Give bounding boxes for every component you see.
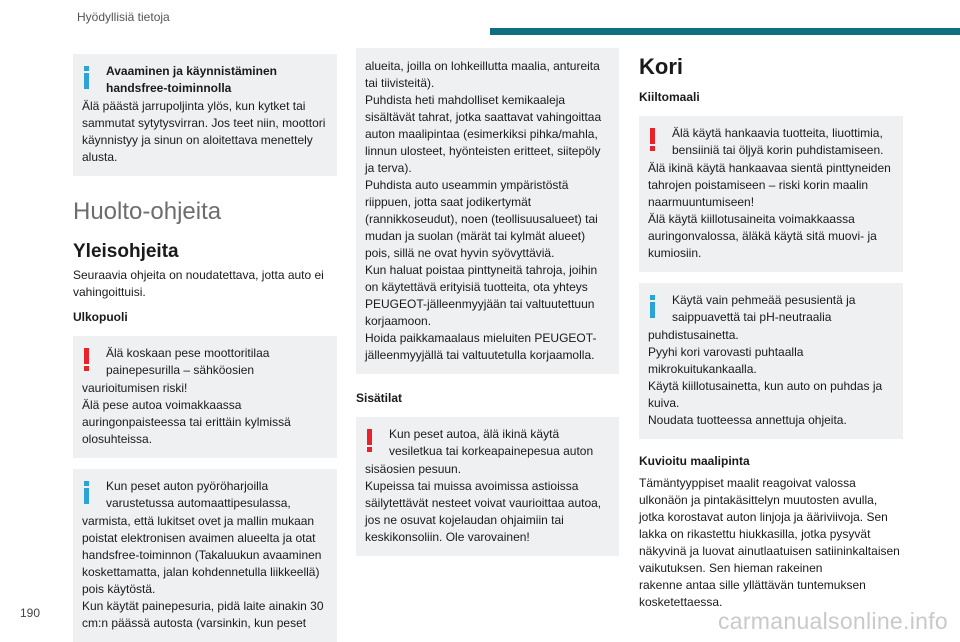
info-text: varmista, että lukitset ovet ja mallin mukaan poistat elektronisen avaimen alueelta ja otat handsfree-toiminnon (Takaluukun avaaminen koskettamatta, jalan kohdennetulla liikkeellä) pois käytöstä. Kun käytät painepesuria, pidä laite ainakin 30 cm:n päässä autosta (varsinkin, kun peset — [82, 514, 324, 630]
subheading-interior: Sisätilat — [356, 391, 403, 405]
header-accent-bar — [490, 28, 960, 35]
warning-icon — [650, 128, 656, 151]
info-box-gloss — [639, 283, 903, 439]
info-icon — [84, 481, 89, 504]
heading-general: Yleisohjeita — [73, 241, 179, 262]
warning-lead: Älä koskaan pese moottoritilaa painepesurilla – sähköosien — [106, 346, 270, 377]
warning-text: vaurioitumisen riski! Älä pese autoa voimakkaassa auringonpaisteessa tai erittäin kylmissä olosuhteissa. — [82, 381, 291, 446]
textured-paint-text: Tämäntyyppiset maalit reagoivat valossa ulkonäön ja pintakäsittelyn muutosten avulla, jotka korostavat auton linjoja ja ääriviivoja. Sen lakka on rikastettu hiukkasilla, jotka pysyvät näkyvinä ja luovat ainutlaatuisen satiininkaltaisen vaikutuksen. Sen hieman rakeinen rakenne antaa sille yllättävän tuntemuksen kosketettaessa. — [639, 476, 900, 609]
heading-body: Kori — [639, 54, 683, 79]
running-header: Hyödyllisiä tietoja — [77, 10, 170, 24]
info-icon — [650, 295, 655, 318]
column-middle — [356, 48, 619, 556]
column-right — [639, 48, 903, 611]
page-number: 190 — [20, 606, 41, 620]
warning-box-interior — [356, 417, 619, 556]
warning-text: Älä ikinä käytä hankaavaa sientä pinttyneiden tahrojen poistamiseen – riski korin maalin naarmuuntumiseen! Älä käytä kiillotusaineita voimakkaassa auringonvalossa, äläkä käytä sitä muovi- ja kumiosiin. — [648, 161, 891, 260]
column-left — [73, 48, 337, 642]
warning-lead: Älä käytä hankaavia tuotteita, liuottimia, bensiiniä tai öljyä korin puhdistamiseen. — [672, 126, 884, 157]
warning-box-engine — [73, 336, 337, 458]
continued-box — [356, 48, 619, 374]
info-icon — [84, 66, 89, 89]
subheading-gloss-paint: Kiiltomaali — [639, 90, 700, 104]
warning-icon — [84, 348, 90, 371]
info-box-title: Avaaminen ja käynnistäminen handsfree-toiminnolla — [106, 64, 277, 95]
info-lead: Kun peset auton pyöröharjoilla varustetussa automaattipesulassa, — [106, 479, 291, 510]
info-box-carwash — [73, 469, 337, 642]
warning-box-gloss — [639, 116, 903, 272]
subheading-textured-paint: Kuvioitu maalipinta — [639, 454, 750, 468]
subheading-exterior: Ulkopuoli — [73, 310, 128, 324]
info-box-text: Älä päästä jarrupoljinta ylös, kun kytket tai sammutat sytytysvirran. Jos teet niin, moottori käynnistyy ja sinun on aloitettava menettely alusta. — [82, 99, 326, 164]
warning-text: sisäosien pesuun. Kupeissa tai muissa avoimissa astioissa säilytettävät nesteet voivat vaurioittaa autoa, jos ne osuvat kojelaudan ohjaimiin tai keskikonsoliin. Ole varovainen! — [365, 462, 602, 544]
warning-icon — [367, 429, 373, 452]
info-lead: Käytä vain pehmeää pesusientä ja saippuavettä tai pH-neutraalia — [672, 293, 856, 324]
continued-text: alueita, joilla on lohkeillutta maalia, antureita tai tiivisteitä). Puhdista heti mahdolliset kemikaaleja sisältävät tahrat, jotka saattavat vahingoittaa auton maalipintaa (esimerkiksi pihka/mahla, linnun ulosteet, hyönteisten eritteet, siitepöly ja terva). Puhdista auto useammin ympäristöstä riippuen, jotta saat jodikertymät (rannikkoseudut), noen (teollisuusalueet) tai mudan ja suolan (märät tai kylmät alueet) pois, sillä ne ovat hyvin syövyttäviä. Kun haluat poistaa pinttyneitä tahroja, joihin on käytettävä erityisiä tuotteita, ota yhteys PEUGEOT-jälleenmyyjään tai valtuutettuun korjaamoon. Hoida paikkamaalaus mieluiten PEUGEOT-jälleenmyyjällä tai valtuutetulla korjaamolla. — [365, 59, 602, 362]
info-text: puhdistusainetta. Pyyhi kori varovasti puhtaalla mikrokuitukankaalla. Käytä kiillotusainetta, kun auto on puhdas ja kuiva. Noudata tuotteessa annettuja ohjeita. — [648, 328, 883, 427]
warning-lead: Kun peset autoa, älä ikinä käytä vesiletkua tai korkeapainepesua auton — [389, 427, 594, 458]
section-title: Huolto-ohjeita — [73, 198, 222, 225]
info-box-handsfree — [73, 54, 337, 176]
watermark: carmanualsonline.info — [717, 608, 948, 634]
intro-text: Seuraavia ohjeita on noudatettava, jotta auto ei vahingoittuisi. — [73, 268, 324, 299]
